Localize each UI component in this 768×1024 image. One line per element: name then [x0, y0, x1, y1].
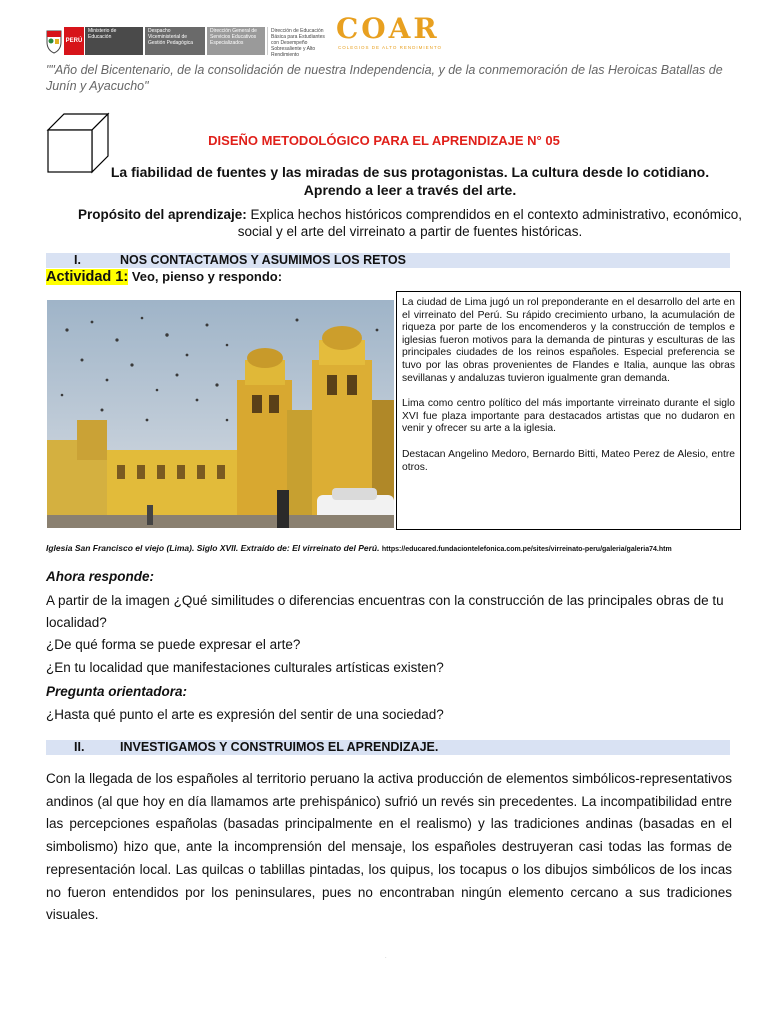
section-2-number: II.: [74, 740, 85, 754]
section-1-number: I.: [74, 253, 81, 267]
coar-logo: COAR: [336, 12, 440, 45]
guide-question: ¿Hasta qué punto el arte es expresión del sentir de una sociedad?: [46, 707, 444, 722]
textbox-paragraph-1: La ciudad de Lima jugó un rol preponderante en el desarrollo del arte en el virreinato del Perú. Su rápido crecimiento urbano, la acumulación de riqueza por parte de los encomenderos y la construcción de templos e iglesias fueron motivos para la demanda de pinturas y esculturas de las principales ciudades de los reinos españoles. Especial preferencia se tuvo por las obras provenientes de Flandes e Italia, aunque las obras sevillanas y andaluzas tuvieron igualmente gran demanda.: [402, 297, 735, 384]
peru-coat-of-arms-icon: [44, 28, 64, 54]
office2-label: Dirección General de Servicios Educativos Especializados: [207, 27, 265, 55]
question-1: A partir de la imagen ¿Qué similitudes o diferencias encuentras con la construcción de las principales obras de tu localidad?: [46, 593, 724, 630]
textbox-paragraph-2: Lima como centro político del más importante virreinato durante el siglo XVI fue plaza importante para destacados artistas que no dudaron en venir y ofrecer su arte a la iglesia.: [402, 398, 735, 435]
activity-heading: [46, 269, 282, 285]
page-mark: ·: [385, 955, 387, 961]
church-photo: [47, 300, 394, 528]
section-1-heading: [46, 253, 730, 268]
answer-heading: Ahora responde:: [46, 569, 155, 584]
activity-title: Veo, pienso y respondo:: [131, 269, 283, 284]
ministry-label: Ministerio de Educación: [85, 27, 143, 55]
office3-label: Dirección de Educación Básica para Estudiantes con Desempeño Sobresaliente y Alto Rendimiento: [267, 27, 331, 55]
subtitle-line-2: Aprendo a leer a través del arte.: [303, 182, 517, 198]
year-motto: ""Año del Bicentenario, de la consolidación de nuestra Independencia, y de la conmemoración de las Heroicas Batallas de Junín y Ayacucho": [46, 63, 723, 93]
lesson-subtitle: [60, 163, 760, 199]
learning-purpose: [60, 206, 760, 240]
section-2-heading: [46, 740, 730, 755]
caption-text: Iglesia San Francisco el viejo (Lima). Siglo XVII. Extraído de: El virreinato del Perú.: [46, 543, 380, 553]
body-paragraph: Con la llegada de los españoles al territorio peruano la activa producción de elementos simbólicos-representativos andinos (al que hoy en día llamamos arte prehispánico) sufrió un revés sin precedentes. La incompatibilidad entre las percepciones españolas (basadas principalmente en el realismo) y las tradiciones andinas (basadas en el simbolismo) hizo que, ante la incomprensión del mensaje, los españoles destruyeran casi todas las formas de representación local. Las quilcas o tablillas pintadas, los quipus, los tocapus o los dibujos simbólicos de los incas no fueron entendidos por los peninsulares, pues no encontraban ningún elemento cercano a sus tradiciones visuales.: [46, 771, 732, 923]
purpose-label: Propósito del aprendizaje:: [77, 207, 247, 222]
peru-label: PERÚ: [64, 27, 84, 55]
question-2: ¿De qué forma se puede expresar el arte?: [46, 637, 301, 652]
activity-label: Actividad 1:: [46, 269, 129, 285]
question-3: ¿En tu localidad que manifestaciones culturales artísticas existen?: [46, 660, 444, 675]
section-1-title: NOS CONTACTAMOS Y ASUMIMOS LOS RETOS: [120, 253, 406, 267]
office1-label: Despacho Viceministerial de Gestión Pedagógica: [145, 27, 205, 55]
textbox-paragraph-3: Destacan Angelino Medoro, Bernardo Bitti, Mateo Perez de Alesio, entre otros.: [402, 448, 735, 473]
section-2-title: INVESTIGAMOS Y CONSTRUIMOS EL APRENDIZAJE.: [120, 740, 439, 754]
subtitle-line-1: La fiabilidad de fuentes y las miradas de sus protagonistas. La cultura desde lo cotidiano.: [110, 164, 710, 180]
caption-url-link[interactable]: https://educared.fundaciontelefonica.com.pe/sites/virreinato-peru/galeria/galeria74.htm: [381, 546, 672, 553]
coar-subtitle: COLEGIOS DE ALTO RENDIMIENTO: [338, 45, 443, 50]
document-title: DISEÑO METODOLÓGICO PARA EL APRENDIZAJE N° 05: [208, 133, 560, 148]
photo-caption: [46, 542, 736, 556]
purpose-text: Explica hechos históricos comprendidos en el contexto administrativo, económico, social y el arte del virreinato a partir de fuentes históricas.: [237, 207, 743, 239]
guide-heading: Pregunta orientadora:: [46, 684, 188, 699]
context-textbox: [396, 291, 741, 530]
